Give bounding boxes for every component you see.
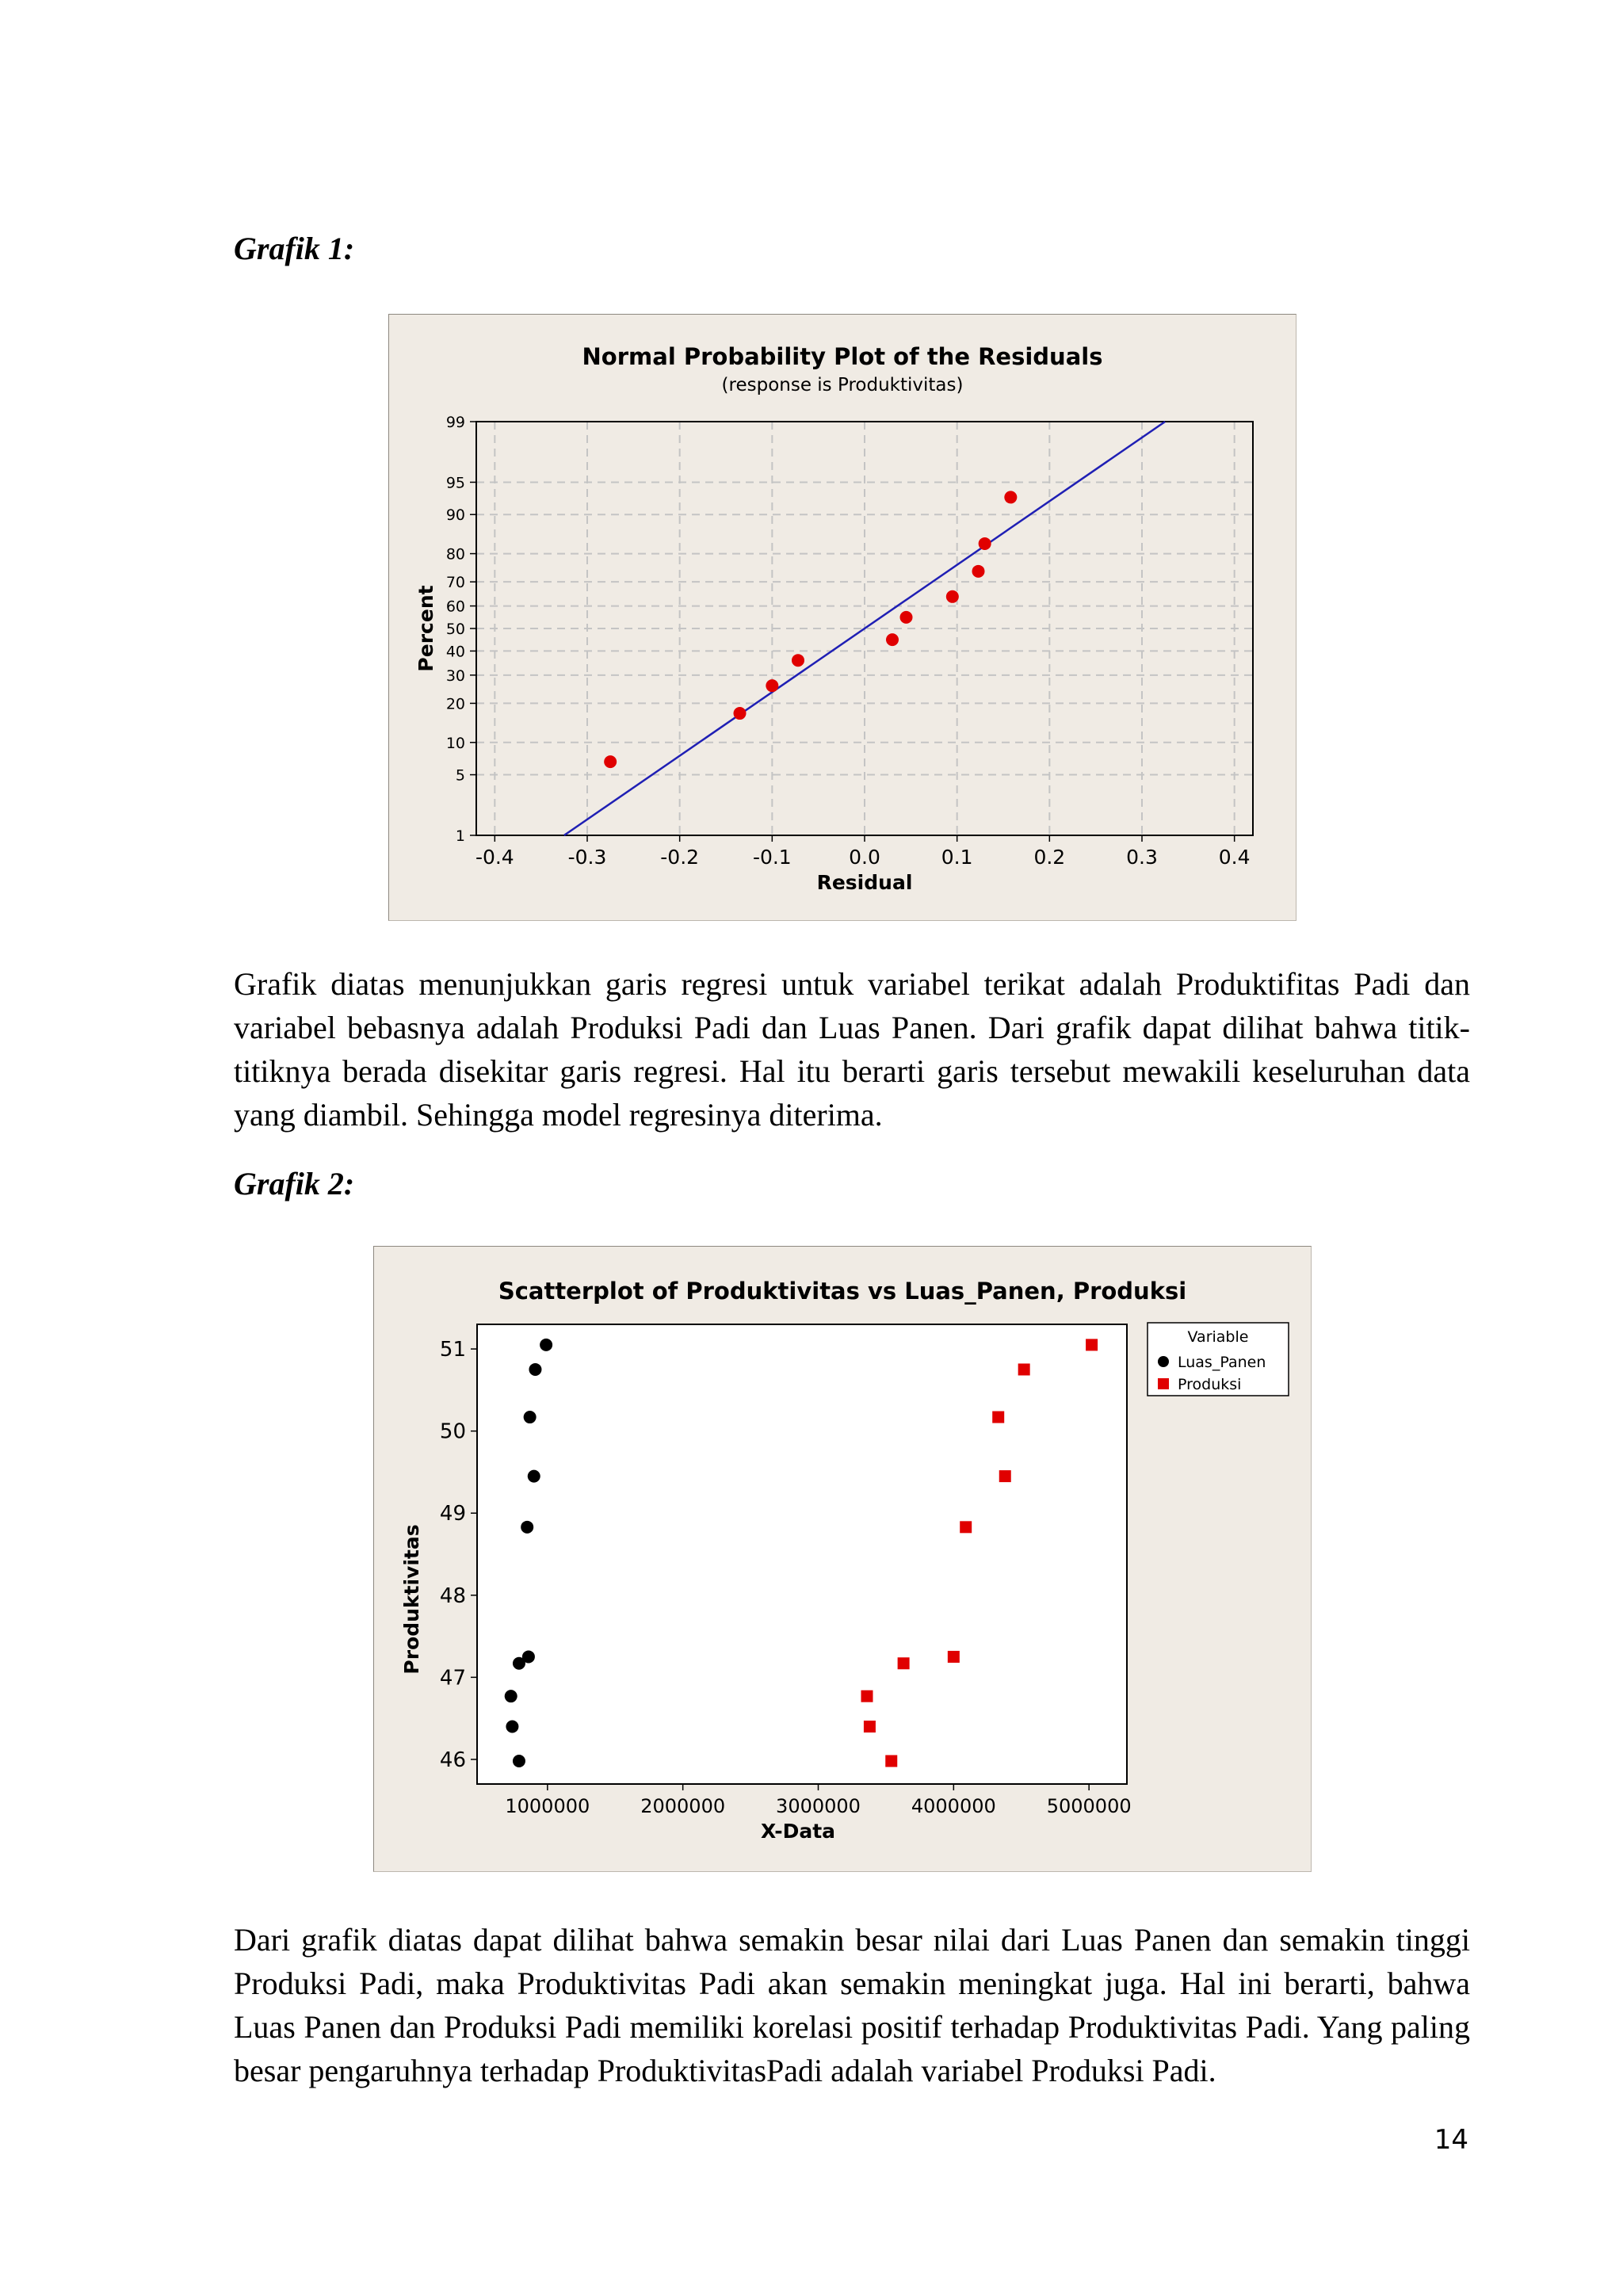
x-tick-label: -0.3 xyxy=(567,846,607,869)
luas-panen-point xyxy=(528,1470,540,1483)
scatterplot-chart xyxy=(373,1246,1312,1872)
luas-panen-point xyxy=(524,1411,537,1423)
luas-panen-point xyxy=(506,1721,518,1733)
produksi-point xyxy=(898,1657,910,1669)
y-axis-label: Percent xyxy=(414,585,437,672)
chart-subtitle: (response is Produktivitas) xyxy=(721,375,964,395)
x-tick-label: -0.1 xyxy=(752,846,792,869)
produksi-point xyxy=(885,1755,897,1767)
residual-point xyxy=(792,654,804,667)
y-tick-label: 50 xyxy=(439,1419,466,1444)
luas-panen-point xyxy=(521,1521,533,1534)
x-tick-label: 1000000 xyxy=(505,1795,590,1817)
y-tick-label: 90 xyxy=(445,506,465,525)
residual-point xyxy=(734,707,747,720)
y-tick-labels xyxy=(446,414,476,845)
y-axis-label: Produktivitas xyxy=(400,1524,423,1675)
luas-panen-point xyxy=(513,1755,525,1767)
x-axis-label: Residual xyxy=(816,871,913,894)
y-tick-label: 80 xyxy=(445,545,465,563)
y-tick-label: 51 xyxy=(439,1338,466,1362)
chart-title: Scatterplot of Produktivitas vs Luas_Panen, Produksi xyxy=(498,1278,1187,1305)
x-tick-label: 4000000 xyxy=(911,1795,996,1817)
x-tick-label: -0.2 xyxy=(660,846,700,869)
x-tick-label: 0.1 xyxy=(941,846,973,869)
legend-series-1: Luas_Panen xyxy=(1178,1354,1266,1371)
residual-point xyxy=(972,565,985,578)
y-tick-labels xyxy=(440,1338,477,1772)
y-tick-label: 99 xyxy=(445,414,465,431)
y-tick-label: 70 xyxy=(445,574,465,592)
legend-title: Variable xyxy=(1187,1328,1249,1346)
x-tick-labels xyxy=(475,835,1251,869)
grafik-1-heading: Grafik 1: xyxy=(234,231,355,266)
legend xyxy=(1148,1323,1289,1396)
y-tick-label: 46 xyxy=(439,1748,466,1772)
produksi-point xyxy=(948,1651,960,1663)
luas-panen-point xyxy=(540,1339,552,1351)
y-tick-label: 20 xyxy=(445,695,465,713)
x-axis-label: X-Data xyxy=(760,1820,836,1843)
x-tick-label: 0.3 xyxy=(1126,846,1158,869)
produksi-point xyxy=(1086,1339,1098,1350)
x-tick-label: 3000000 xyxy=(776,1795,861,1817)
y-tick-label: 60 xyxy=(445,598,465,616)
plot-area xyxy=(477,1324,1127,1784)
residual-point xyxy=(766,679,778,692)
luas-panen-point xyxy=(513,1657,525,1670)
residual-point xyxy=(1004,491,1017,503)
x-tick-labels xyxy=(505,1784,1131,1817)
x-tick-label: 0.4 xyxy=(1218,846,1251,869)
residual-points xyxy=(604,491,1017,768)
x-tick-label: 2000000 xyxy=(640,1795,726,1817)
residual-point xyxy=(946,590,959,603)
y-tick-label: 47 xyxy=(439,1666,466,1690)
grafik-2-heading: Grafik 2: xyxy=(234,1166,355,1201)
scatterplot-svg xyxy=(374,1247,1311,1871)
luas-panen-point xyxy=(529,1363,541,1376)
y-tick-label: 30 xyxy=(445,667,465,685)
y-tick-label: 49 xyxy=(439,1502,466,1526)
y-tick-label: 5 xyxy=(455,766,465,785)
page-number: 14 xyxy=(1434,2124,1468,2156)
produksi-point xyxy=(960,1521,972,1533)
y-tick-label: 95 xyxy=(445,474,465,492)
y-tick-label: 40 xyxy=(445,643,465,661)
legend-circle-marker xyxy=(1158,1356,1169,1367)
y-tick-label: 10 xyxy=(445,734,465,752)
produksi-point xyxy=(992,1412,1004,1423)
x-tick-label: 0.0 xyxy=(849,846,880,869)
residual-point xyxy=(900,611,913,624)
normal-probability-plot-svg xyxy=(389,315,1296,920)
y-tick-label: 48 xyxy=(439,1584,466,1608)
legend-series-2: Produksi xyxy=(1178,1376,1242,1393)
y-tick-label: 50 xyxy=(445,621,465,638)
x-tick-label: 0.2 xyxy=(1033,846,1066,869)
chart-title: Normal Probability Plot of the Residuals xyxy=(582,343,1103,370)
normal-probability-chart xyxy=(388,314,1296,921)
produksi-point xyxy=(864,1721,876,1733)
luas-panen-point xyxy=(505,1690,517,1702)
y-tick-label: 1 xyxy=(455,827,465,845)
residual-point xyxy=(886,633,899,646)
legend-square-marker xyxy=(1158,1378,1169,1389)
paragraph-1: Grafik diatas menunjukkan garis regresi untuk variabel terikat adalah Produktifitas Padi dan variabel bebasnya adalah Produksi Padi dan Luas Panen. Dari grafik dapat dilihat bahwa titik-titiknya berada disekitar garis regresi. Hal itu berarti garis tersebut mewakili keseluruhan data yang diambil. Sehingga model regresinya diterima. xyxy=(234,966,1470,1133)
produksi-point xyxy=(861,1690,873,1702)
produksi-point xyxy=(1018,1363,1030,1375)
paragraph-2: Dari grafik diatas dapat dilihat bahwa semakin besar nilai dari Luas Panen dan semakin tinggi Produksi Padi, maka Produktivitas Padi akan semakin meningkat juga. Hal ini berarti, bahwa Luas Panen dan Produksi Padi memiliki korelasi positif terhadap Produktivitas Padi. Yang paling besar pengaruhnya terhadap ProduktivitasPadi adalah variabel Produksi Padi. xyxy=(234,1922,1470,2088)
produksi-point xyxy=(999,1470,1011,1482)
residual-point xyxy=(604,755,617,768)
residual-point xyxy=(979,537,991,550)
x-tick-label: -0.4 xyxy=(475,846,514,869)
x-tick-label: 5000000 xyxy=(1046,1795,1132,1817)
